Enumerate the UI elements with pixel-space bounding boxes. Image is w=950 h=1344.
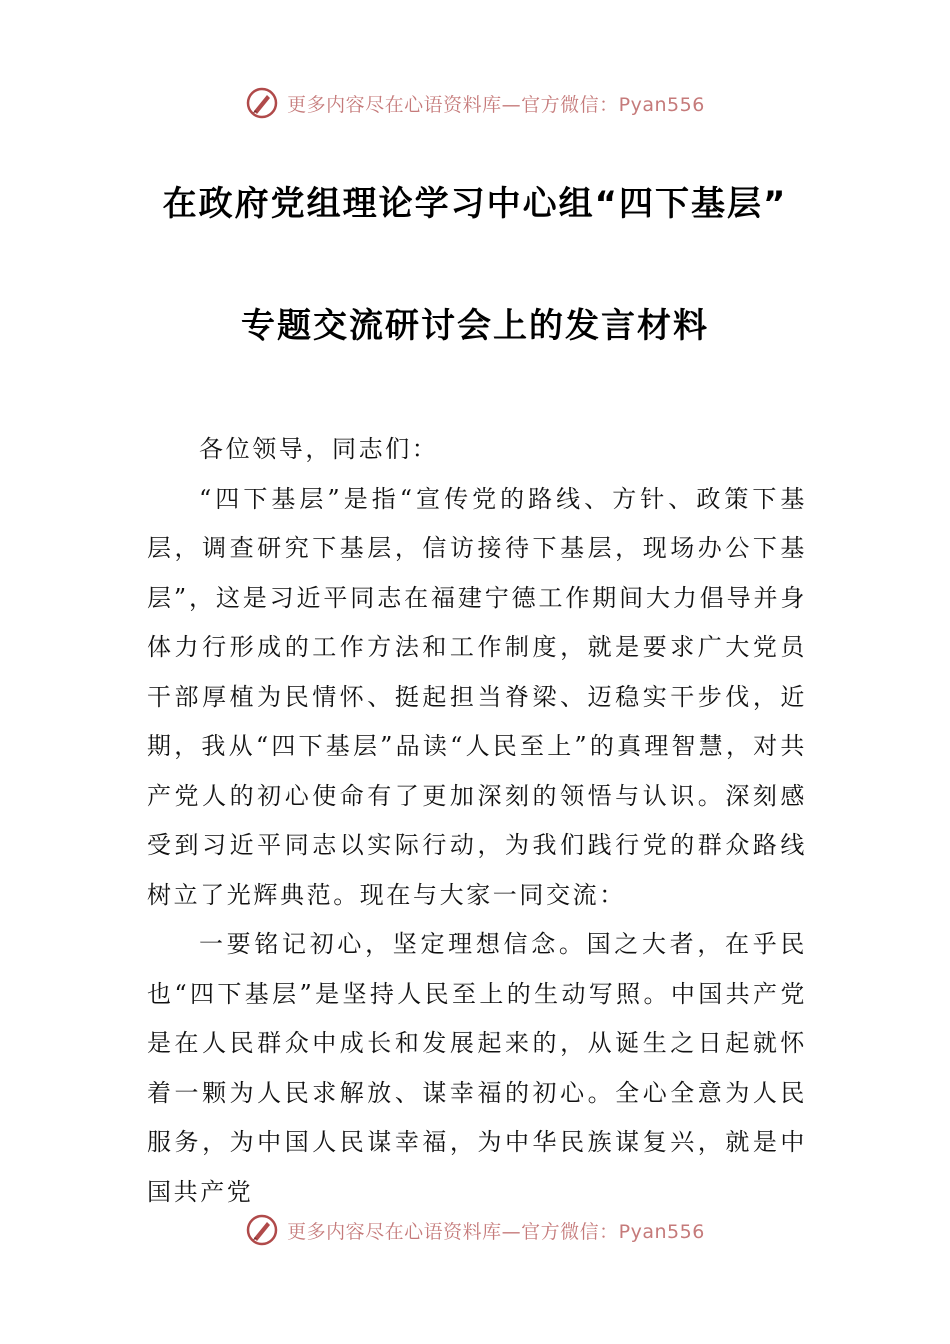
watermark-text: 更多内容尽在心语资料库—官方微信：Pyan556 xyxy=(287,1220,705,1243)
watermark-banner-top xyxy=(0,78,950,128)
watermark-banner-bottom xyxy=(0,1205,950,1255)
paragraph-point-one: 一要铭记初心，坚定理想信念。国之大者，在乎民也“四下基层”是坚持人民至上的生动写照。中国共产党是在人民群众中成长和发展起来的，从诞生之日起就怀着一颗为人民求解放、谋幸福的初心。全心全意为人民服务，为中国人民谋幸福，为中华民族谋复兴，就是中国共产党 xyxy=(147,930,807,1206)
paragraph-intro: “四下基层”是指“宣传党的路线、方针、政策下基层，调查研究下基层，信访接待下基层，现场办公下基层”，这是习近平同志在福建宁德工作期间大力倡导并身体力行形成的工作方法和工作制度，就是要求广大党员干部厚植为民情怀、挺起担当脊梁、迈稳实干步伐，近期，我从“四下基层”品读“人民至上”的真理智慧，对共产党人的初心使命有了更加深刻的领悟与认识。深刻感受到习近平同志以实际行动，为我们践行党的群众路线树立了光辉典范。现在与大家一同交流： xyxy=(147,484,807,909)
pen-logo-icon xyxy=(245,86,279,120)
pen-logo-icon xyxy=(245,1213,279,1247)
document-title-line-1: 在政府党组理论学习中心组“四下基层” xyxy=(162,184,788,224)
document-title-line-2: 专题交流研讨会上的发言材料 xyxy=(241,306,709,346)
watermark-text: 更多内容尽在心语资料库—官方微信：Pyan556 xyxy=(287,93,705,116)
paragraph-salutation: 各位领导，同志们： xyxy=(199,435,439,463)
document-body xyxy=(147,425,807,1217)
